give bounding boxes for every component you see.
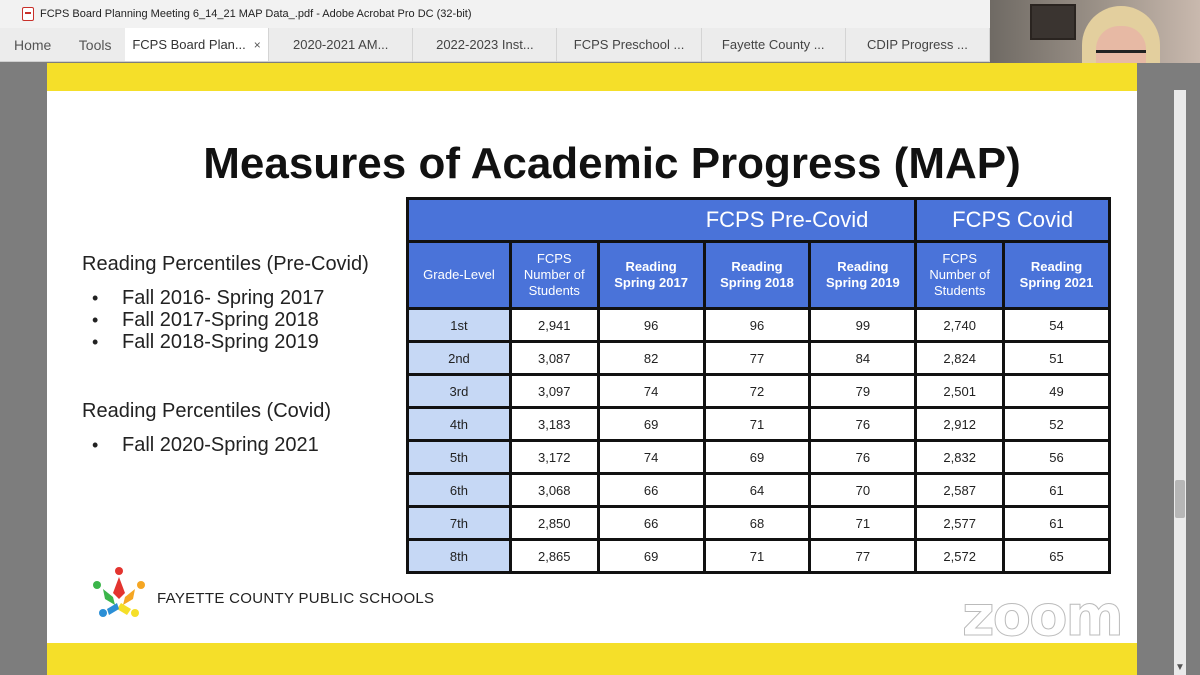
precovid-list [92, 287, 324, 353]
grade-cell: 7th [409, 508, 509, 538]
table-cell: 82 [600, 343, 703, 373]
fcps-logo-icon [89, 565, 149, 625]
table-row [409, 409, 1108, 439]
table-cell: 99 [811, 310, 914, 340]
table-cell: 69 [706, 442, 809, 472]
tab-bar [0, 28, 990, 62]
column-header [706, 243, 809, 307]
column-header-line: Students [528, 283, 580, 298]
close-icon[interactable]: × [253, 37, 261, 52]
column-header-line: Reading [731, 259, 783, 274]
column-header-line: Spring 2019 [826, 275, 900, 290]
tab-tools[interactable]: Tools [78, 36, 112, 53]
table-cell: 3,068 [512, 475, 597, 505]
column-header-line: FCPS [536, 251, 572, 266]
table-cell: 2,501 [917, 376, 1002, 406]
grade-cell: 6th [409, 475, 509, 505]
table-cell: 2,850 [512, 508, 597, 538]
table-row [409, 541, 1108, 571]
table-row [409, 508, 1108, 538]
list-item: • Fall 2017-Spring 2018 [92, 309, 324, 331]
table-cell: 52 [1005, 409, 1108, 439]
covid-list [92, 434, 319, 456]
grade-cell: 3rd [409, 376, 509, 406]
table-cell: 2,587 [917, 475, 1002, 505]
table-cell: 65 [1005, 541, 1108, 571]
table-cell: 3,087 [512, 343, 597, 373]
tab-doc-fayette-county[interactable]: Fayette County ... [702, 28, 846, 61]
list-item: • Fall 2018-Spring 2019 [92, 331, 324, 353]
column-header-row [409, 243, 1108, 307]
column-header-line: Number of [929, 267, 991, 282]
table-cell: 70 [811, 475, 914, 505]
table-cell: 74 [600, 442, 703, 472]
table-cell: 96 [600, 310, 703, 340]
table-cell: 51 [1005, 343, 1108, 373]
grade-cell: 8th [409, 541, 509, 571]
table-row [409, 343, 1108, 373]
column-header [917, 243, 1002, 307]
table-row [409, 442, 1108, 472]
table-cell: 3,097 [512, 376, 597, 406]
tab-doc-cdip-progress[interactable]: CDIP Progress ... [846, 28, 990, 61]
table-cell: 54 [1005, 310, 1108, 340]
table-cell: 2,577 [917, 508, 1002, 538]
column-header-line: Reading [837, 259, 889, 274]
column-header-line: FCPS [942, 251, 978, 266]
tab-doc-2022-2023[interactable]: 2022-2023 Inst... [413, 28, 557, 61]
map-data-table [406, 197, 1111, 574]
tab-doc-preschool[interactable]: FCPS Preschool ... [557, 28, 701, 61]
column-header-line: Students [934, 283, 986, 298]
table-cell: 2,941 [512, 310, 597, 340]
slide-title: Measures of Academic Progress (MAP) [203, 139, 1021, 188]
grade-cell: 2nd [409, 343, 509, 373]
table-cell: 74 [600, 376, 703, 406]
column-header-line: Spring 2021 [1019, 275, 1094, 290]
list-item: • Fall 2020-Spring 2021 [92, 434, 319, 456]
table-cell: 71 [811, 508, 914, 538]
table-cell: 69 [600, 541, 703, 571]
column-header [409, 243, 509, 307]
tab-doc-board-plan[interactable] [125, 28, 269, 61]
covid-heading: Reading Percentiles (Covid) [82, 400, 332, 422]
table-cell: 84 [811, 343, 914, 373]
group-header-precovid: FCPS Pre-Covid [409, 200, 914, 240]
window-title: FCPS Board Planning Meeting 6_14_21 MAP Data_.pdf - Adobe Acrobat Pro DC (32-bit) [40, 8, 472, 20]
table-cell: 64 [706, 475, 809, 505]
table-cell: 72 [706, 376, 809, 406]
scrollbar-thumb[interactable] [1175, 480, 1185, 518]
table-cell: 3,183 [512, 409, 597, 439]
group-header-covid: FCPS Covid [917, 200, 1108, 240]
column-header-line: Grade-Level [423, 267, 495, 282]
column-header-line: Number of [523, 267, 585, 282]
vertical-scrollbar[interactable] [1174, 90, 1186, 675]
table-cell: 66 [600, 508, 703, 538]
table-cell: 77 [706, 343, 809, 373]
column-header [512, 243, 597, 307]
table-cell: 2,912 [917, 409, 1002, 439]
table-cell: 96 [706, 310, 809, 340]
list-item: • Fall 2016- Spring 2017 [92, 287, 324, 309]
slide-top-band [47, 63, 1137, 91]
table-cell: 71 [706, 541, 809, 571]
table-cell: 2,832 [917, 442, 1002, 472]
column-header-line: Spring 2017 [614, 275, 688, 290]
window-titlebar [0, 0, 990, 28]
table-row [409, 310, 1108, 340]
table-cell: 76 [811, 442, 914, 472]
column-header [811, 243, 914, 307]
org-name: FAYETTE COUNTY PUBLIC SCHOOLS [157, 590, 435, 607]
table-cell: 2,572 [917, 541, 1002, 571]
column-header-line: Reading [625, 259, 677, 274]
column-header [600, 243, 703, 307]
video-bulletin-board [1030, 4, 1076, 40]
table-cell: 68 [706, 508, 809, 538]
table-cell: 79 [811, 376, 914, 406]
table-cell: 61 [1005, 475, 1108, 505]
zoom-watermark: zoom [962, 584, 1122, 649]
table-cell: 69 [600, 409, 703, 439]
tab-label: FCPS Board Plan... [132, 37, 246, 52]
table-cell: 49 [1005, 376, 1108, 406]
table-cell: 66 [600, 475, 703, 505]
table-cell: 71 [706, 409, 809, 439]
table-cell: 61 [1005, 508, 1108, 538]
table-row [409, 475, 1108, 505]
table-body [409, 310, 1108, 571]
table-cell: 56 [1005, 442, 1108, 472]
pdf-icon [22, 7, 34, 21]
table-row [409, 376, 1108, 406]
tab-doc-2020-2021[interactable]: 2020-2021 AM... [269, 28, 413, 61]
column-header-line: Reading [1030, 259, 1083, 274]
table-cell: 77 [811, 541, 914, 571]
column-header-line: Spring 2018 [720, 275, 794, 290]
tab-home[interactable]: Home [14, 36, 52, 53]
table-cell: 2,740 [917, 310, 1002, 340]
scroll-down-arrow-icon[interactable]: ▼ [1175, 662, 1185, 673]
table-cell: 2,824 [917, 343, 1002, 373]
precovid-heading: Reading Percentiles (Pre-Covid) [82, 253, 369, 275]
grade-cell: 5th [409, 442, 509, 472]
column-header [1005, 243, 1108, 307]
grade-cell: 4th [409, 409, 509, 439]
grade-cell: 1st [409, 310, 509, 340]
table-cell: 3,172 [512, 442, 597, 472]
table-cell: 76 [811, 409, 914, 439]
table-cell: 2,865 [512, 541, 597, 571]
